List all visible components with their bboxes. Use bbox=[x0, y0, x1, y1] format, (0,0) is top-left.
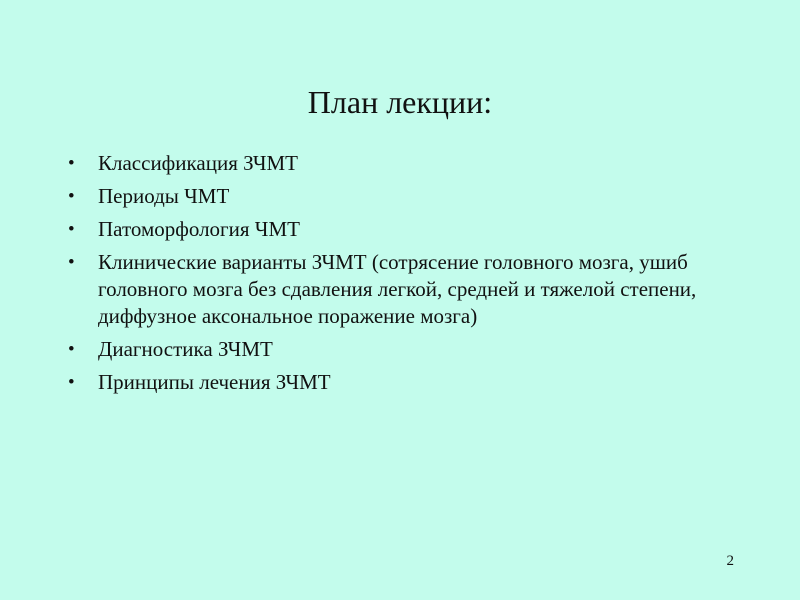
bullet-icon: • bbox=[68, 372, 75, 393]
list-item-label: Периоды ЧМТ bbox=[98, 184, 230, 208]
list-item-label: Клинические варианты ЗЧМТ (сотрясение головного мозга, ушиб головного мозга без сдавления легкой, средней и тяжелой степени, диффузное аксональное поражение мозга) bbox=[98, 250, 697, 328]
list-item-label: Патоморфология ЧМТ bbox=[98, 217, 300, 241]
bullet-icon: • bbox=[68, 252, 75, 273]
list-item bbox=[68, 183, 728, 210]
list-item bbox=[68, 249, 728, 330]
bullet-icon: • bbox=[68, 219, 75, 240]
list-item bbox=[68, 216, 728, 243]
list-item bbox=[68, 369, 728, 396]
list-item-label: Диагностика ЗЧМТ bbox=[98, 337, 273, 361]
bullet-icon: • bbox=[68, 339, 75, 360]
page-number: 2 bbox=[726, 553, 734, 569]
list-item bbox=[68, 336, 728, 363]
slide-title: План лекции: bbox=[307, 84, 493, 120]
list-item-label: Принципы лечения ЗЧМТ bbox=[98, 370, 331, 394]
list-item bbox=[68, 150, 728, 177]
bullet-list bbox=[68, 150, 728, 402]
bullet-icon: • bbox=[68, 186, 75, 207]
list-item-label: Классификация ЗЧМТ bbox=[98, 151, 298, 175]
bullet-icon: • bbox=[68, 153, 75, 174]
